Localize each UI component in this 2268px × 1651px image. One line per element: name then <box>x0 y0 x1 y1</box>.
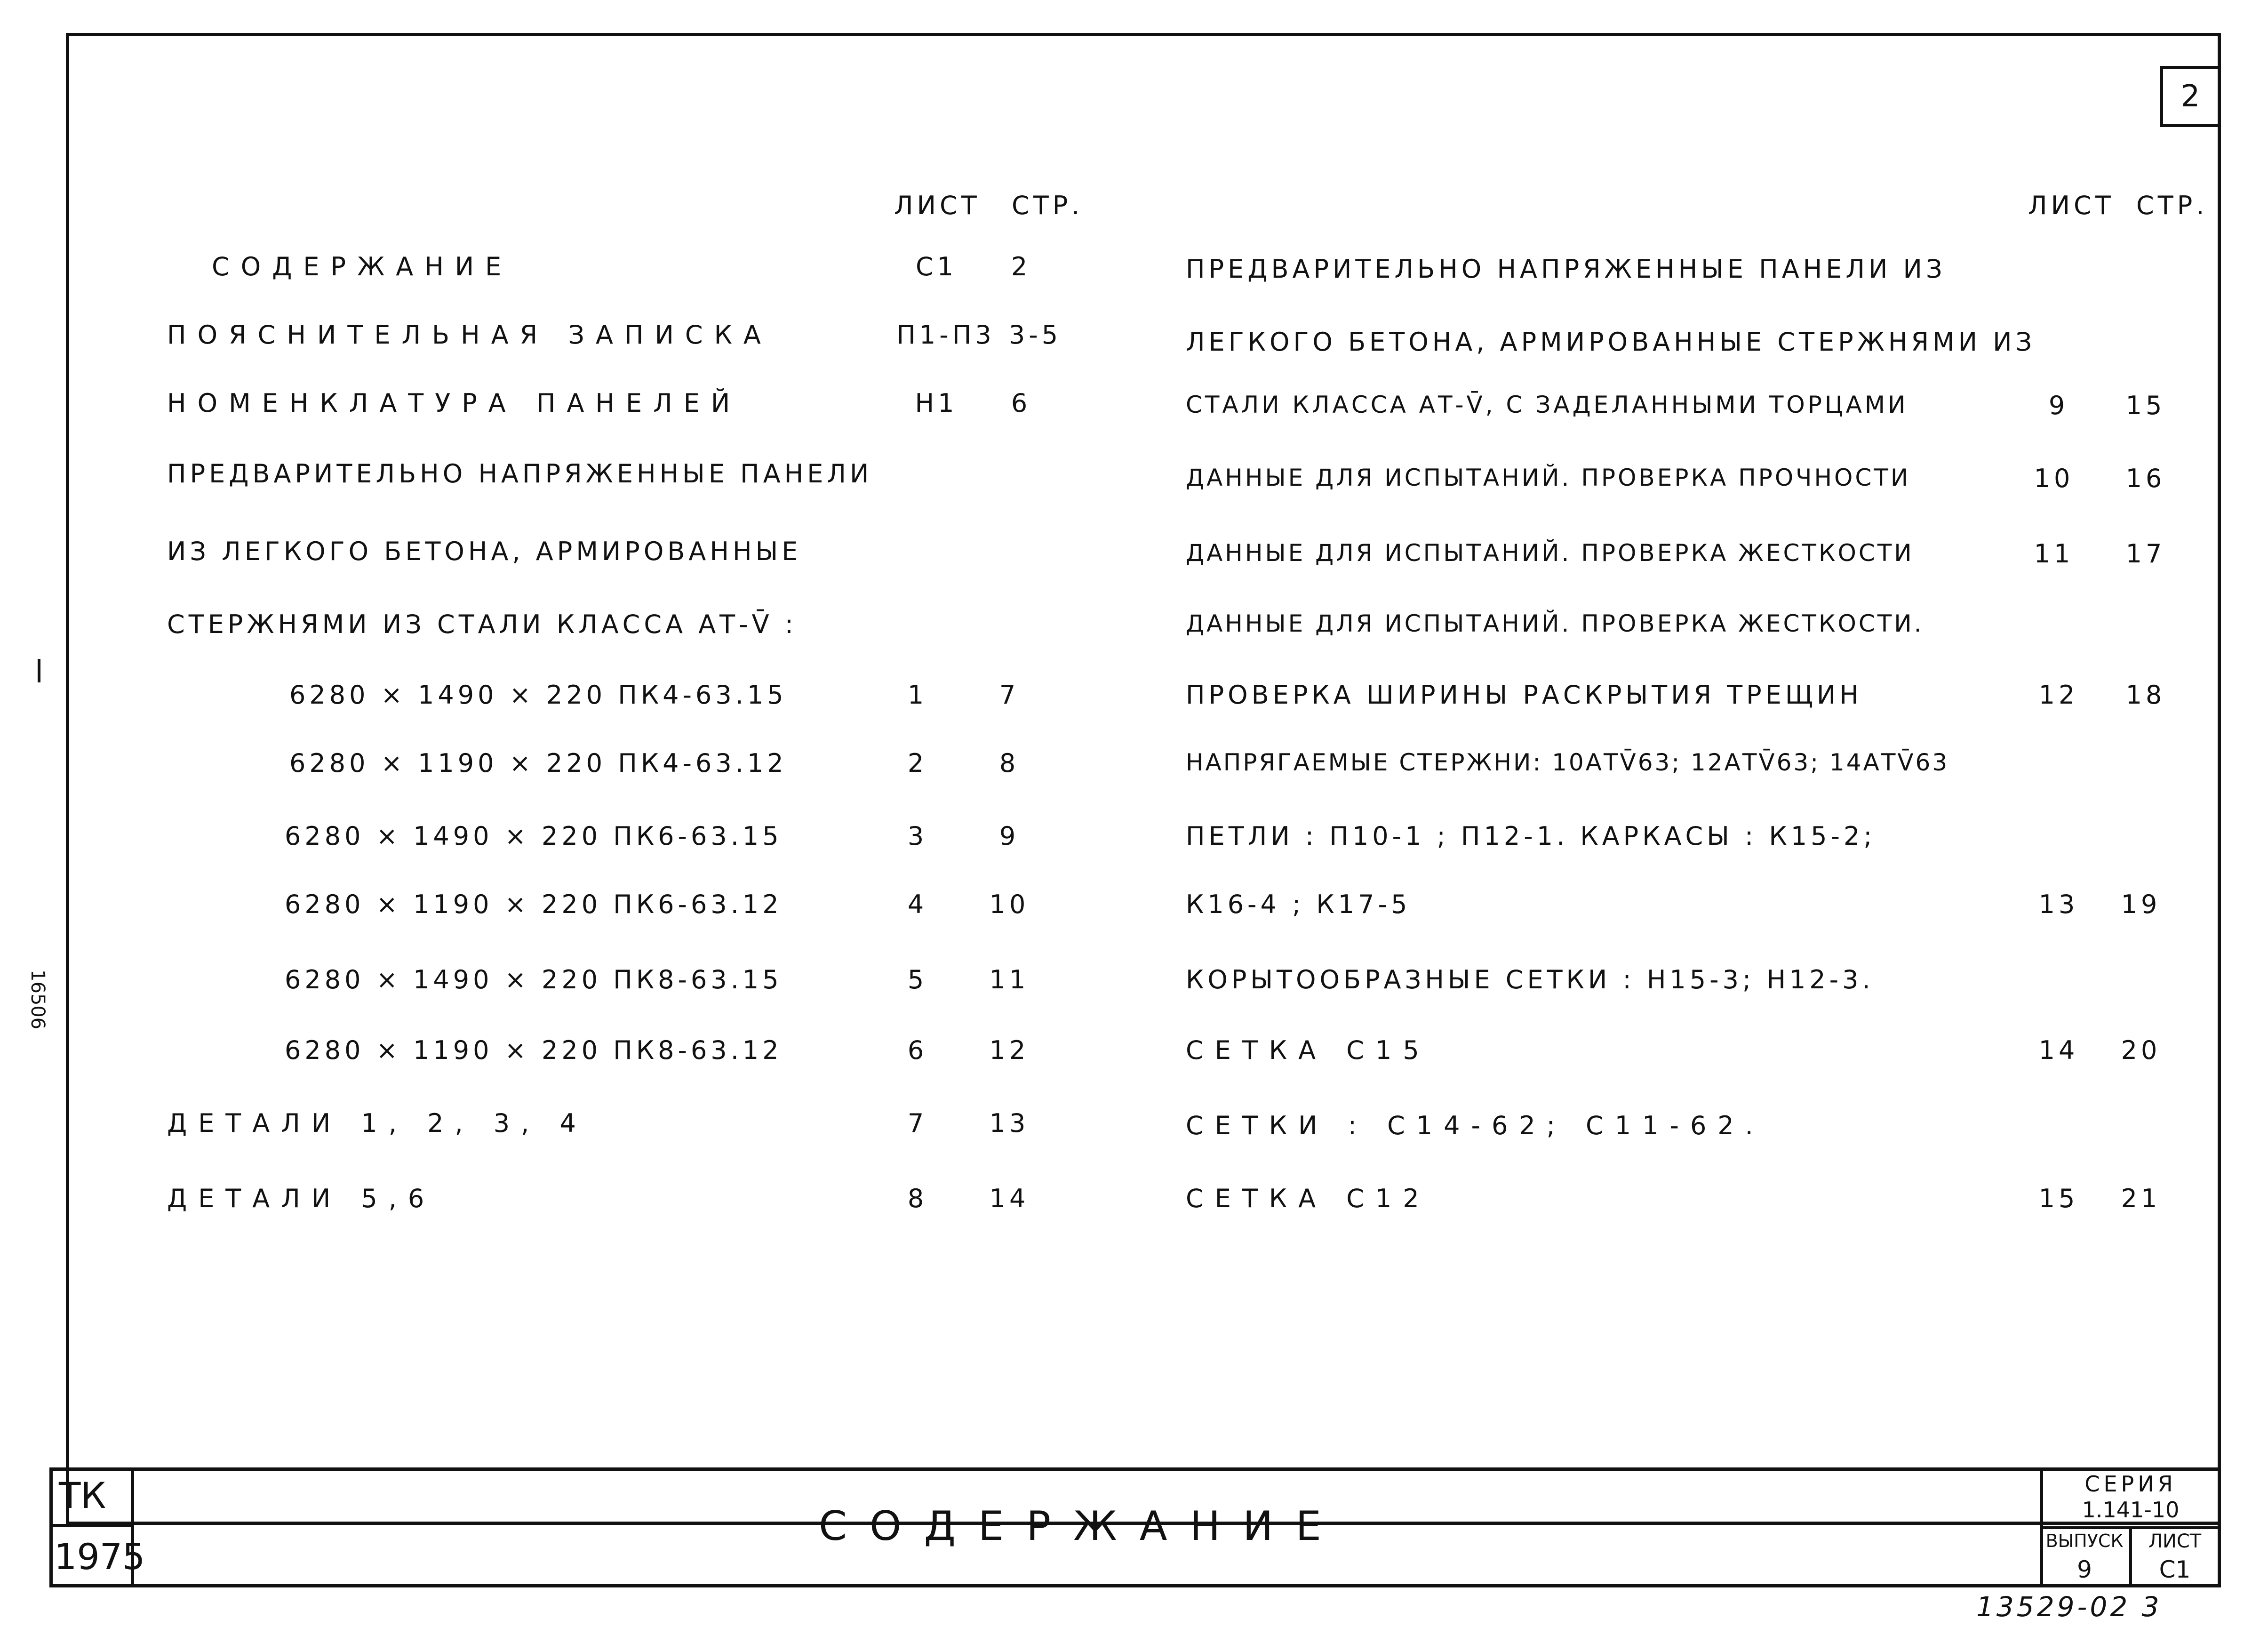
left-page-header: СТР. <box>1012 191 1084 220</box>
right-entry-page: 16 <box>2125 464 2166 493</box>
left-entry-sheet: Н1 <box>915 388 958 418</box>
left-sheet-header: ЛИСТ <box>894 191 981 220</box>
document-number: 13529-02 3 <box>1976 1591 2162 1623</box>
right-entry-text: НАПРЯГАЕМЫЕ СТЕРЖНИ: 10АТV̄63; 12АТV̄63; 14АТV̄63 <box>1186 749 1949 776</box>
left-entry-sheet: 2 <box>907 748 928 778</box>
left-entry-page: 9 <box>999 821 1020 851</box>
left-entry-page: 14 <box>989 1184 1030 1213</box>
title-block-divider <box>2129 1526 2132 1587</box>
left-entry-text: ПРЕДВАРИТЕЛЬНО НАПРЯЖЕННЫЕ ПАНЕЛИ <box>167 459 873 489</box>
right-entry-text: СЕТКА С12 <box>1186 1184 1430 1213</box>
left-entry-text: ИЗ ЛЕГКОГО БЕТОНА, АРМИРОВАННЫЕ <box>167 537 802 566</box>
right-entry-sheet: 9 <box>2048 391 2069 420</box>
right-entry-text: ДАННЫЕ ДЛЯ ИСПЫТАНИЙ. ПРОВЕРКА ЖЕСТКОСТИ <box>1186 539 1914 567</box>
left-entry-page: 7 <box>999 680 1020 710</box>
right-entry-sheet: 13 <box>2038 890 2079 919</box>
left-entry-text: 6280 × 1490 × 220 ПК4-63.15 <box>289 680 787 710</box>
right-entry-sheet: 14 <box>2038 1035 2079 1065</box>
right-entry-sheet: 12 <box>2038 680 2079 710</box>
left-entry-sheet: 5 <box>907 965 928 994</box>
right-entry-page: 21 <box>2121 1184 2161 1213</box>
title-block-sheet-label: ЛИСТ <box>2148 1531 2202 1552</box>
left-entry-text: СТЕРЖНЯМИ ИЗ СТАЛИ КЛАССА АТ-V̄ : <box>167 609 797 639</box>
left-entry-text: 6280 × 1490 × 220 ПК6-63.15 <box>285 821 783 851</box>
right-entry-sheet: 10 <box>2034 464 2074 493</box>
title-block-org: ТК <box>59 1475 106 1516</box>
right-entry-sheet: 15 <box>2038 1184 2079 1213</box>
title-block-series-label: СЕРИЯ <box>2084 1471 2177 1497</box>
title-block-year: 1975 <box>54 1536 145 1578</box>
left-entry-text: ДЕТАЛИ 5,6 <box>167 1184 436 1213</box>
right-entry-page: 15 <box>2125 391 2166 420</box>
left-entry-text: СОДЕРЖАНИЕ <box>212 252 513 281</box>
left-entry-sheet: П1-П3 <box>896 320 995 350</box>
right-entry-text: К16-4 ; К17-5 <box>1186 890 1411 919</box>
title-block-issue-value: 9 <box>2077 1556 2092 1583</box>
left-entry-sheet: 8 <box>907 1184 928 1213</box>
margin-note: 16506 <box>27 970 48 1030</box>
right-entry-text: ПЕТЛИ : П10-1 ; П12-1. КАРКАСЫ : К15-2; <box>1186 821 1876 851</box>
left-entry-page: 6 <box>1011 388 1031 418</box>
left-entry-text: НОМЕНКЛАТУРА ПАНЕЛЕЙ <box>167 388 742 418</box>
left-entry-page: 3-5 <box>1008 320 1062 350</box>
title-block-issue-label: ВЫПУСК <box>2045 1531 2124 1551</box>
right-entry-text: СЕТКА С15 <box>1186 1035 1430 1065</box>
left-entry-sheet: 7 <box>907 1108 928 1138</box>
right-entry-page: 17 <box>2125 539 2166 569</box>
right-entry-page: 18 <box>2125 680 2166 710</box>
right-entry-page: 19 <box>2121 890 2161 919</box>
left-entry-page: 8 <box>999 748 1020 778</box>
left-entry-page: 2 <box>1011 252 1031 281</box>
left-entry-sheet: 1 <box>907 680 928 710</box>
left-entry-sheet: С1 <box>915 252 958 281</box>
right-entry-text: ДАННЫЕ ДЛЯ ИСПЫТАНИЙ. ПРОВЕРКА ЖЕСТКОСТИ. <box>1186 610 1924 637</box>
left-entry-sheet: 4 <box>907 890 928 919</box>
left-entry-text: 6280 × 1190 × 220 ПК8-63.12 <box>285 1035 783 1065</box>
left-entry-text: 6280 × 1190 × 220 ПК6-63.12 <box>285 890 783 919</box>
margin-tick <box>38 659 40 682</box>
sheet-number: 2 <box>2180 79 2200 114</box>
right-entry-text: ЛЕГКОГО БЕТОНА, АРМИРОВАННЫЕ СТЕРЖНЯМИ ИЗ <box>1186 327 2036 357</box>
right-entry-text: СТАЛИ КЛАССА АТ-V̄, С ЗАДЕЛАННЫМИ ТОРЦАМИ <box>1186 391 1909 418</box>
right-entry-text: СЕТКИ : С14-62; С11-62. <box>1186 1111 1765 1140</box>
left-entry-text: ДЕТАЛИ 1, 2, 3, 4 <box>167 1108 587 1138</box>
title-block-series-value: 1.141-10 <box>2082 1497 2180 1523</box>
right-entry-page: 20 <box>2121 1035 2161 1065</box>
title-block-sheet-value: С1 <box>2159 1556 2191 1583</box>
left-entry-page: 12 <box>989 1035 1030 1065</box>
left-entry-sheet: 3 <box>907 821 928 851</box>
left-entry-text: 6280 × 1190 × 220 ПК4-63.12 <box>289 748 787 778</box>
right-page-header: СТР. <box>2136 191 2208 220</box>
title-block-divider <box>49 1524 134 1527</box>
right-entry-text: ДАННЫЕ ДЛЯ ИСПЫТАНИЙ. ПРОВЕРКА ПРОЧНОСТИ <box>1186 464 1911 491</box>
left-entry-sheet: 6 <box>907 1035 928 1065</box>
title-block-title: СОДЕРЖАНИЕ <box>819 1503 1344 1550</box>
left-entry-text: ПОЯСНИТЕЛЬНАЯ ЗАПИСКА <box>167 320 772 350</box>
right-entry-text: ПРОВЕРКА ШИРИНЫ РАСКРЫТИЯ ТРЕЩИН <box>1186 680 1862 710</box>
right-entry-sheet: 11 <box>2034 539 2074 569</box>
left-entry-text: 6280 × 1490 × 220 ПК8-63.15 <box>285 965 783 994</box>
right-entry-text: КОРЫТООБРАЗНЫЕ СЕТКИ : Н15-3; Н12-3. <box>1186 965 1874 994</box>
right-sheet-header: ЛИСТ <box>2028 191 2115 220</box>
sheet-number-box <box>2160 66 2221 127</box>
left-entry-page: 13 <box>989 1108 1030 1138</box>
left-entry-page: 11 <box>989 965 1030 994</box>
right-entry-text: ПРЕДВАРИТЕЛЬНО НАПРЯЖЕННЫЕ ПАНЕЛИ ИЗ <box>1186 254 1946 284</box>
left-entry-page: 10 <box>989 890 1030 919</box>
